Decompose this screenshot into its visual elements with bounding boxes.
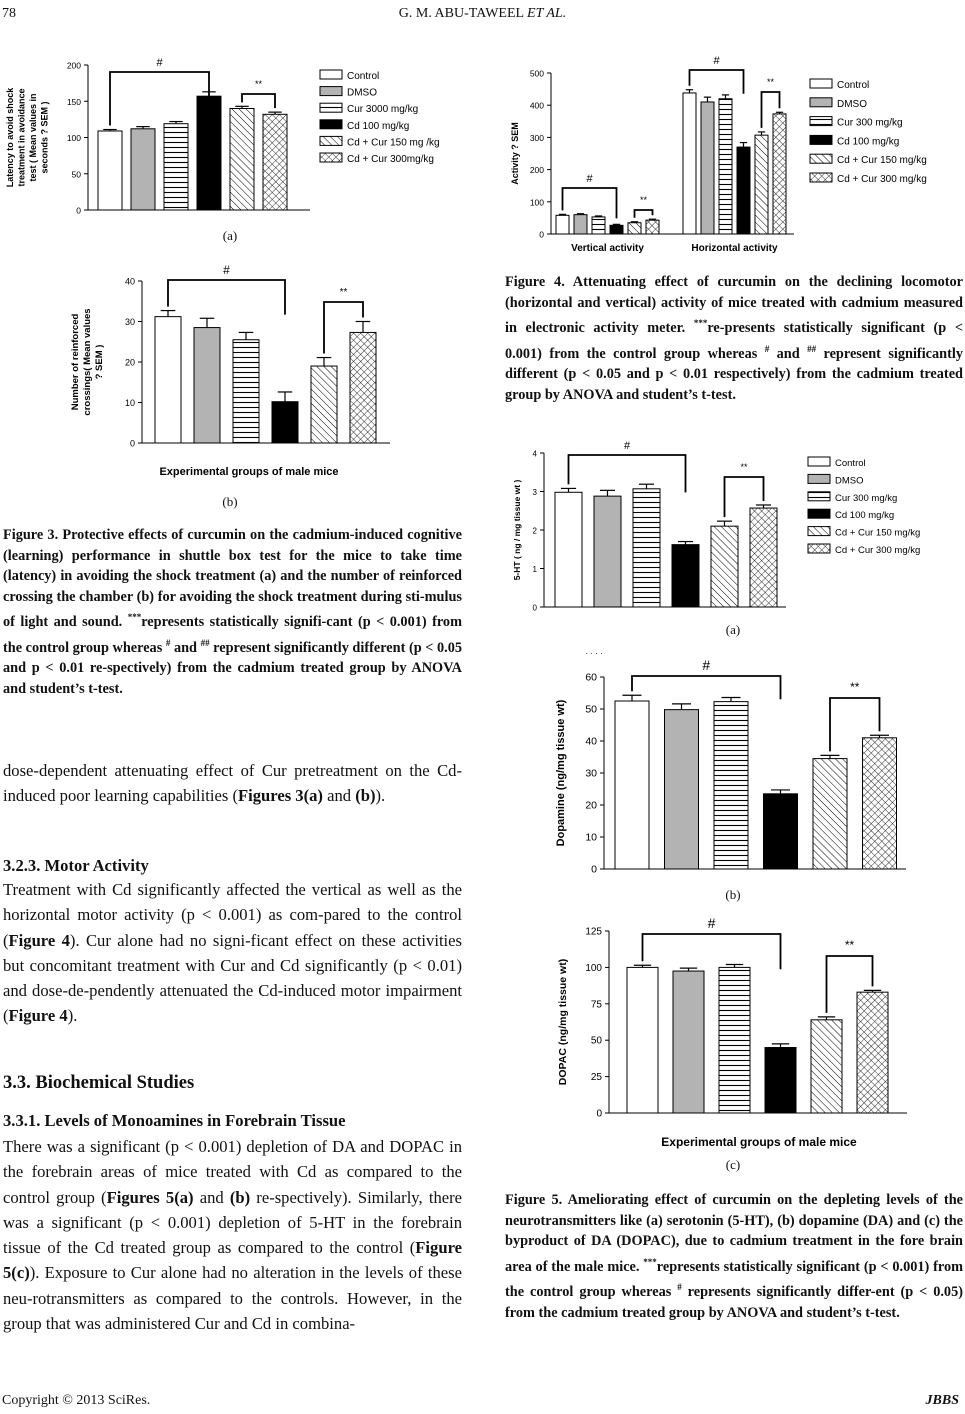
legend-entry: Cd + Cur 150 mg/kg bbox=[837, 155, 927, 167]
y-tick-label: 20 bbox=[585, 799, 597, 812]
x-axis-label: Experimental groups of male mice bbox=[661, 1135, 857, 1149]
group-label: Horizontal activity bbox=[691, 243, 778, 254]
figure-5c bbox=[500, 908, 965, 1163]
legend-entry: Cd + Cur 300 mg/kg bbox=[837, 174, 927, 185]
bar bbox=[628, 223, 641, 234]
hash-marker: # bbox=[156, 57, 163, 69]
legend-swatch bbox=[320, 103, 342, 112]
y-axis-label: crossings( Mean values bbox=[82, 308, 93, 416]
y-tick-label: 300 bbox=[529, 132, 544, 143]
legend-swatch bbox=[808, 457, 830, 466]
legend-entry: Control bbox=[837, 80, 870, 91]
figure-3b-chart bbox=[0, 255, 460, 490]
hash-bracket bbox=[563, 188, 617, 218]
hash-marker: # bbox=[702, 657, 711, 673]
bar bbox=[164, 124, 188, 210]
y-tick-label: 2 bbox=[532, 526, 537, 536]
hash-bracket bbox=[690, 70, 744, 94]
legend-swatch bbox=[810, 173, 832, 182]
hash-marker: # bbox=[223, 263, 230, 277]
bar bbox=[194, 328, 220, 443]
bar bbox=[755, 135, 768, 234]
hash-marker: # bbox=[586, 173, 593, 185]
legend-entry: DMSO bbox=[837, 98, 867, 110]
y-tick-label: 50 bbox=[585, 703, 597, 716]
legend-entry: Cd + Cur 300 mg/kg bbox=[835, 545, 921, 556]
y-axis-label: 5-HT ( ng / mg tissue wt ) bbox=[512, 479, 522, 581]
figure-5c-chart bbox=[500, 908, 965, 1158]
hash-bracket bbox=[632, 676, 781, 699]
dots-marker: · · · · bbox=[585, 649, 603, 658]
legend-swatch bbox=[808, 474, 830, 483]
figure-5a-chart bbox=[500, 440, 965, 620]
legend-swatch bbox=[810, 117, 832, 126]
legend-entry: Cd + Cur 300mg/kg bbox=[347, 154, 434, 165]
y-tick-label: 10 bbox=[585, 831, 597, 844]
figure-5b bbox=[500, 643, 965, 888]
y-tick-label: 0 bbox=[532, 603, 537, 613]
y-tick-label: 100 bbox=[529, 197, 544, 208]
running-header bbox=[0, 6, 965, 22]
y-axis-label: test ( Mean values in bbox=[27, 93, 38, 182]
y-tick-label: 25 bbox=[590, 1072, 602, 1084]
y-tick-label: 400 bbox=[529, 100, 544, 111]
legend-entry: Cur 300 mg/kg bbox=[835, 492, 898, 504]
legend-entry: Cd 100 mg/kg bbox=[837, 136, 900, 148]
legend-swatch bbox=[808, 509, 830, 518]
bar bbox=[350, 332, 376, 443]
y-tick-label: 100 bbox=[585, 962, 602, 974]
hash-marker: # bbox=[707, 915, 716, 931]
y-tick-label: 40 bbox=[124, 276, 135, 287]
y-tick-label: 30 bbox=[124, 317, 135, 327]
legend-entry: DMSO bbox=[347, 87, 377, 99]
y-tick-label: 200 bbox=[529, 165, 544, 176]
y-tick-label: 3 bbox=[532, 488, 537, 497]
hash-bracket bbox=[168, 280, 285, 315]
header-authors: G. M. ABU-TAWEEL bbox=[398, 6, 524, 21]
legend-entry: Cur 3000 mg/kg bbox=[347, 104, 419, 116]
bar bbox=[764, 794, 798, 869]
bar bbox=[98, 131, 122, 210]
figure-3a-sublabel: (a) bbox=[222, 228, 238, 243]
figure-4 bbox=[500, 52, 965, 272]
bar bbox=[813, 759, 847, 869]
figure-3a-chart bbox=[0, 40, 460, 240]
y-axis-label: Activity ? SEM bbox=[510, 122, 520, 185]
legend-swatch bbox=[320, 136, 342, 145]
bar bbox=[233, 340, 259, 443]
legend-swatch bbox=[810, 98, 832, 107]
y-tick-label: 0 bbox=[591, 863, 597, 876]
hash-bracket bbox=[569, 455, 686, 492]
y-tick-label: 20 bbox=[124, 357, 135, 368]
y-tick-label: 40 bbox=[585, 735, 597, 748]
hash-marker: # bbox=[713, 55, 720, 67]
star-marker: ** bbox=[766, 77, 775, 87]
bar bbox=[594, 496, 621, 607]
bar bbox=[750, 508, 777, 607]
y-tick-label: 4 bbox=[532, 449, 537, 459]
y-tick-label: 100 bbox=[66, 133, 81, 143]
bar bbox=[857, 992, 888, 1113]
bar bbox=[574, 215, 587, 234]
bar bbox=[672, 545, 699, 607]
bar bbox=[811, 1020, 842, 1113]
bar bbox=[633, 489, 660, 607]
star-marker: ** bbox=[850, 680, 860, 694]
figure-4-chart bbox=[500, 52, 965, 267]
y-tick-label: 10 bbox=[124, 398, 135, 408]
star-marker: ** bbox=[740, 462, 748, 472]
bar bbox=[773, 114, 786, 234]
x-axis-label: Experimental groups of male mice bbox=[159, 466, 339, 478]
legend-entry: Control bbox=[347, 71, 380, 82]
section-3-2-3-heading: 3.2.3. Motor Activity bbox=[3, 856, 149, 875]
figure-3a bbox=[0, 40, 460, 245]
hash-marker: # bbox=[623, 440, 631, 452]
figure-5b-chart bbox=[500, 643, 965, 883]
legend-entry: Cd + Cur 150 mg/kg bbox=[835, 527, 921, 539]
star-marker: ** bbox=[339, 287, 348, 298]
y-tick-label: 75 bbox=[590, 999, 602, 1011]
y-tick-label: 0 bbox=[129, 438, 135, 449]
footer-journal: JBBS bbox=[925, 1393, 959, 1408]
bar bbox=[719, 99, 732, 234]
legend-entry: Cd 100 mg/kg bbox=[835, 510, 895, 522]
legend-swatch bbox=[320, 70, 342, 79]
y-tick-label: 1 bbox=[532, 565, 537, 574]
figure-3b-sublabel: (b) bbox=[222, 494, 238, 509]
y-axis-label: Number of reinforced bbox=[70, 313, 81, 411]
y-axis-label: DOPAC (ng/mg tissue wt) bbox=[557, 958, 569, 1086]
legend-entry: Cd 100 mg/kg bbox=[347, 120, 410, 132]
bar bbox=[556, 215, 569, 234]
legend-swatch bbox=[808, 492, 830, 501]
legend-entry: Cur 300 mg/kg bbox=[837, 117, 903, 129]
figure-4-caption: Figure 4. Attenuating effect of curcumin on the declining locomotor (horizontal and vertical) activity of mice treated with cadmium measured in electronic activity meter. ***re-presents statistically significant (p < 0.001) from the control group whereas # and ## represent significantly different (p < 0.05 and p < 0.01 respectively) from the cadmium treated group by ANOVA and student’s t-test. bbox=[505, 274, 963, 403]
y-axis-label: treatment in avoidance bbox=[16, 88, 27, 187]
figure-5b-sublabel: (b) bbox=[725, 887, 741, 902]
figure-3b bbox=[0, 255, 460, 495]
bar bbox=[683, 93, 696, 234]
legend-swatch bbox=[810, 154, 832, 163]
legend-swatch bbox=[810, 79, 832, 88]
legend-swatch bbox=[808, 527, 830, 536]
bar bbox=[555, 492, 582, 607]
y-tick-label: 125 bbox=[585, 926, 602, 938]
y-tick-label: 50 bbox=[71, 169, 81, 180]
bar bbox=[714, 702, 748, 869]
star-marker: ** bbox=[844, 938, 855, 952]
y-tick-label: 60 bbox=[585, 671, 597, 684]
bar bbox=[311, 366, 337, 443]
bar bbox=[665, 710, 699, 869]
legend-entry: Control bbox=[835, 458, 866, 469]
bar bbox=[263, 114, 287, 210]
legend-entry: Cd + Cur 150 mg /kg bbox=[347, 137, 440, 149]
bar bbox=[765, 1047, 796, 1113]
group-label: Vertical activity bbox=[571, 243, 644, 254]
figure-5a-sublabel: (a) bbox=[725, 622, 741, 637]
star-marker: ** bbox=[254, 79, 263, 89]
bar bbox=[155, 317, 181, 443]
y-axis-label: seconds ? SEM ) bbox=[39, 101, 50, 174]
bar bbox=[592, 217, 605, 234]
header-et-al: ET AL. bbox=[527, 6, 567, 21]
footer-copyright: Copyright © 2013 SciRes. bbox=[2, 1393, 151, 1408]
figure-5a bbox=[500, 440, 965, 625]
legend-swatch bbox=[320, 87, 342, 96]
bar bbox=[737, 147, 750, 234]
bar bbox=[131, 129, 155, 210]
bar bbox=[610, 225, 623, 234]
bar bbox=[719, 967, 750, 1113]
figure-3-caption: Figure 3. Protective effects of curcumin on the cadmium-induced cognitive (learning) performance in shuttle box test for the mice to take time (latency) in avoiding the shock treatment (a) and the number of reinforced crossing the chamber (b) for avoiding the shock treatment during sti-mulus of light and sound. ***represents statistically signifi-cant (p < 0.001) from the control group whereas # and ## represent significantly different (p < 0.05 and p < 0.01 re-spectively) from the cadmium treated group by ANOVA and student’s t-test. bbox=[3, 527, 462, 697]
paragraph-monoamines: There was a significant (p < 0.001) depletion of DA and DOPAC in the forebrain areas of mice treated with Cd as compared to the control group (Figures 5(a) and (b) re-spectively). Similarly, there was a significant (p < 0.001) depletion of 5-HT in the forebrain tissue of the Cd treated group as compared to the control (Figure 5(c)). Exposure to Cur alone had no alteration in the levels of these neu-rotransmitters as compared to the controls. However, in the group that was administered Cur and Cd in combina- bbox=[3, 1137, 462, 1334]
star-bracket bbox=[635, 210, 653, 218]
star-marker: ** bbox=[639, 195, 648, 205]
y-tick-label: 50 bbox=[590, 1035, 602, 1047]
y-tick-label: 200 bbox=[66, 60, 81, 71]
bar bbox=[272, 402, 298, 443]
bar bbox=[230, 109, 254, 211]
paragraph-motor-activity: Treatment with Cd significantly affected the vertical as well as the horizontal motor activity (p < 0.001) as com-pared to the control (Figure 4). Cur alone had no signi-ficant effect on these activities but concomitant treatment with Cur and Cd significantly (p < 0.01) and dose-de-pendently attenuated the Cd-induced motor impairment (Figure 4). bbox=[3, 880, 462, 1026]
y-tick-label: 30 bbox=[585, 767, 597, 780]
bar bbox=[711, 526, 738, 607]
legend-entry: DMSO bbox=[835, 475, 864, 487]
y-axis-label: Latency to avoid shock bbox=[4, 87, 15, 188]
section-3-3-1-heading: 3.3.1. Levels of Monoamines in Forebrain Tissue bbox=[3, 1111, 346, 1130]
legend-swatch bbox=[320, 153, 342, 162]
bar bbox=[673, 971, 704, 1113]
hash-bracket bbox=[110, 72, 209, 134]
page-number: 78 bbox=[2, 6, 16, 21]
bar bbox=[646, 220, 659, 234]
y-tick-label: 150 bbox=[66, 96, 81, 107]
y-tick-label: 0 bbox=[539, 229, 544, 240]
legend-swatch bbox=[320, 120, 342, 129]
section-3-3-heading: 3.3. Biochemical Studies bbox=[3, 1073, 195, 1093]
hash-bracket bbox=[643, 934, 781, 969]
y-tick-label: 0 bbox=[596, 1108, 602, 1120]
bar bbox=[863, 738, 897, 869]
bar bbox=[627, 967, 658, 1113]
figure-5c-sublabel: (c) bbox=[725, 1157, 741, 1172]
paragraph-learning: dose-dependent attenuating effect of Cur pretreatment on the Cd-induced poor learning capabilities (Figures 3(a) and (b)). bbox=[3, 761, 462, 806]
y-tick-label: 0 bbox=[76, 205, 81, 216]
y-tick-label: 500 bbox=[529, 68, 544, 79]
legend-swatch bbox=[808, 544, 830, 553]
bar bbox=[701, 102, 714, 234]
figure-5-caption: Figure 5. Ameliorating effect of curcumin on the depleting levels of the neurotransmitters like (a) serotonin (5-HT), (b) dopamine (DA) and (c) the byproduct of DA (DOPAC), due to cadmium treatment in the fore brain area of the male mice. ***represents statistically significant (p < 0.001) from the control group whereas # represents significantly differ-ent (p < 0.05) from the cadmium treated group by ANOVA and student’s t-test. bbox=[505, 1192, 964, 1321]
legend-swatch bbox=[810, 135, 832, 144]
y-axis-label: Dopamine (ng/mg tissue wt) bbox=[555, 699, 567, 847]
y-axis-label: ? SEM ) bbox=[94, 344, 105, 380]
bar bbox=[615, 701, 649, 869]
